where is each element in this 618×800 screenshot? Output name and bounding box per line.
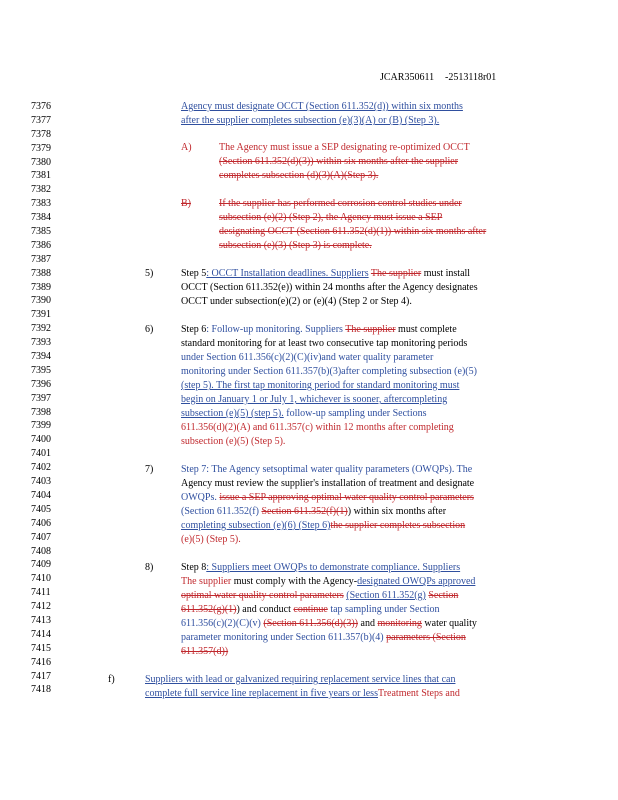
line-number-column xyxy=(31,100,71,697)
text-line-7381: completes subsection (d)(3)(A)(Step 3). xyxy=(219,170,379,181)
text-line-7377: after the supplier completes subsection (e)(3)(A) or (B) (Step 3). xyxy=(181,115,440,126)
text-span: ) within six months after xyxy=(347,506,447,517)
inserted-text: (Section 611.352(g) xyxy=(346,590,426,601)
text-line-7403: Agency must review the supplier's installation of treatment and designate xyxy=(181,478,475,489)
text-line-7395: monitoring under Section 611.357(b)(3)after completing subsection (e)(5) xyxy=(181,366,477,377)
line-number: 7391 xyxy=(31,309,51,321)
text-line-7402: Step 7: The Agency setsoptimal water quality parameters (OWQPs). The xyxy=(181,464,473,475)
text-line-7412 xyxy=(181,603,439,617)
text-line-7388 xyxy=(181,267,470,281)
text-line-7379: The Agency must issue a SEP designating re-optimized OCCT xyxy=(219,142,470,153)
text-line-7392 xyxy=(181,323,457,337)
inserted-text: 611.356(c)(2)(C)(v) xyxy=(181,618,261,629)
line-number: 7387 xyxy=(31,253,51,265)
text-span: ) and conduct xyxy=(236,604,291,615)
line-number: 7379 xyxy=(31,142,51,154)
text-line-7409 xyxy=(181,561,460,575)
deleted-text: optimal water quality control parameters xyxy=(181,590,344,601)
inserted-text: (Section 611.352(f) xyxy=(181,506,259,517)
line-number: 7394 xyxy=(31,351,51,363)
text-line-7396: (step 5). The first tap monitoring period for standard monitoring must xyxy=(181,380,460,391)
line-number: 7415 xyxy=(31,642,51,654)
text-span: must complete xyxy=(398,324,457,335)
text-line-7411 xyxy=(181,589,458,603)
inserted-text: : Suppliers meet OWQPs to demonstrate compliance. Suppliers xyxy=(206,562,461,573)
text-line-7398 xyxy=(181,407,427,421)
line-number: 7376 xyxy=(31,101,51,112)
text-line-7376 xyxy=(181,100,518,114)
item-label-6: 6) xyxy=(145,324,154,335)
line-number: 7416 xyxy=(31,656,51,668)
item-label-b: B) xyxy=(181,198,191,209)
line-number: 7393 xyxy=(31,337,51,349)
text-span: Treatment Steps and xyxy=(377,688,460,699)
text-line-7380: (Section 611.352(d)(3)) within six months after the supplier xyxy=(219,156,459,167)
line-number: 7405 xyxy=(31,503,51,515)
text-line-7385: designating OCCT (Section 611.352(d)(1)) within six months after xyxy=(219,226,487,237)
line-number: 7417 xyxy=(31,670,51,682)
line-number: 7392 xyxy=(31,323,51,335)
text-line-7393: standard monitoring for at least two consecutive tap monitoring periods xyxy=(181,338,468,349)
text-span: must comply with the Agency- xyxy=(233,576,358,587)
line-number: 7398 xyxy=(31,406,51,418)
document-id: JCAR350611 xyxy=(380,72,435,83)
deleted-text: issue a SEP approving optimal water quality control parameters xyxy=(219,492,474,503)
text-span: follow-up sampling under Sections xyxy=(286,408,427,419)
line-number: 7404 xyxy=(31,489,51,501)
text-line-7414 xyxy=(181,631,466,645)
step-label: Step 6 xyxy=(181,324,207,335)
line-number: 7386 xyxy=(31,239,51,251)
line-number: 7382 xyxy=(31,184,51,196)
text-line-7399: 611.356(d)(2)(A) and 611.357(c) within 12 months after completing xyxy=(181,422,454,433)
line-number: 7377 xyxy=(31,114,51,126)
inserted-text: OWQPs. xyxy=(181,492,217,503)
step-label: Step 5 xyxy=(181,268,207,279)
text-line-7386: subsection (e)(3) (Step 3) is complete. xyxy=(219,240,372,251)
line-number: 7384 xyxy=(31,212,51,224)
line-number: 7389 xyxy=(31,281,51,293)
text-line-7400: subsection (e)(5) (Step 5). xyxy=(181,436,286,447)
line-number: 7395 xyxy=(31,364,51,376)
deleted-text: parameters (Section xyxy=(386,632,466,643)
text-line-7404 xyxy=(181,491,474,505)
inserted-text: designated OWQPs approved xyxy=(357,576,476,587)
text-span: Agency must designate OCCT (Section 611.352(d)) within six months xyxy=(181,101,463,112)
item-label-7: 7) xyxy=(145,464,154,475)
line-number: 7414 xyxy=(31,628,51,640)
text-line-7415: 611.357(d)) xyxy=(181,646,229,657)
text-line-7410 xyxy=(181,575,475,589)
text-span: must install xyxy=(423,268,471,279)
text-line-7405 xyxy=(181,505,446,519)
line-number: 7409 xyxy=(31,559,51,571)
inserted-text: complete full service line replacement in five years or less xyxy=(145,688,378,699)
text-line-7406 xyxy=(181,519,465,533)
text-span: water quality xyxy=(424,618,477,629)
text-line-7394: under Section 611.356(c)(2)(C)(iv)and water quality parameter xyxy=(181,352,434,363)
deleted-text: 611.352(g)(1) xyxy=(181,604,237,615)
deleted-text: Section 611.352(f)(1) xyxy=(261,506,348,517)
line-number: 7396 xyxy=(31,378,51,390)
line-number: 7388 xyxy=(31,267,51,279)
line-number: 7399 xyxy=(31,420,51,432)
text-line-7407: (e)(5) (Step 5). xyxy=(181,534,241,545)
inserted-text: parameter monitoring under Section 611.357(b)(4) xyxy=(181,632,384,643)
line-number: 7410 xyxy=(31,573,51,585)
line-number: 7407 xyxy=(31,531,51,543)
deleted-text: Section xyxy=(428,590,459,601)
text-line-7389: OCCT (Section 611.352(e)) within 24 months after the Agency designates xyxy=(181,282,478,293)
line-number: 7402 xyxy=(31,462,51,474)
text-line-7418 xyxy=(145,687,460,701)
step-label: Step 8 xyxy=(181,562,207,573)
inserted-text: subsection (e)(5) (step 5). xyxy=(181,408,284,419)
text-line-7384: subsection (e)(2) (Step 2), the Agency must issue a SEP xyxy=(219,212,443,223)
line-number: 7418 xyxy=(31,684,51,696)
line-number: 7403 xyxy=(31,476,51,488)
line-number: 7413 xyxy=(31,614,51,626)
text-span: and xyxy=(360,618,375,629)
line-number: 7408 xyxy=(31,545,51,557)
line-number: 7383 xyxy=(31,198,51,210)
line-number: 7378 xyxy=(31,128,51,140)
deleted-text: (Section 611.356(d)(3)) xyxy=(263,618,358,629)
text-line-7397: begin on January 1 or July 1, whichever is sooner, aftercompleting xyxy=(181,394,448,405)
line-number: 7381 xyxy=(31,170,51,182)
line-number: 7412 xyxy=(31,601,51,613)
text-line-7417: Suppliers with lead or galvanized requiring replacement service lines that can xyxy=(145,674,456,685)
text-line-7413 xyxy=(181,617,477,631)
document-version: -2513118r01 xyxy=(445,72,497,83)
line-number: 7390 xyxy=(31,295,51,307)
item-label-8: 8) xyxy=(145,562,154,573)
line-number: 7406 xyxy=(31,517,51,529)
text-line-7383: If the supplier has performed corrosion control studies under xyxy=(219,198,462,209)
inserted-text: tap sampling under Section xyxy=(330,604,440,615)
deleted-text: monitoring xyxy=(377,618,422,629)
line-number: 7401 xyxy=(31,448,51,460)
item-label-f: f) xyxy=(108,674,115,685)
line-number: 7400 xyxy=(31,434,51,446)
deleted-text: The supplier xyxy=(370,268,422,279)
item-label-5: 5) xyxy=(145,268,154,279)
deleted-text: The supplier xyxy=(345,324,396,335)
text-span: The supplier xyxy=(181,576,232,587)
line-number: 7380 xyxy=(31,156,51,168)
line-number: 7411 xyxy=(31,587,51,599)
text-line-7390: OCCT under subsection(e)(2) or (e)(4) (Step 2 or Step 4). xyxy=(181,296,412,307)
item-label-a: A) xyxy=(181,142,192,153)
deleted-text: the supplier completes subsection xyxy=(330,520,466,531)
inserted-text: : Follow-up monitoring. Suppliers xyxy=(206,324,343,335)
deleted-text: continue xyxy=(293,604,328,615)
inserted-text: : OCCT Installation deadlines. Suppliers xyxy=(206,268,369,279)
line-number: 7385 xyxy=(31,226,51,238)
inserted-text: completing subsection (e)(6) (Step 6) xyxy=(181,520,331,531)
line-number: 7397 xyxy=(31,392,51,404)
